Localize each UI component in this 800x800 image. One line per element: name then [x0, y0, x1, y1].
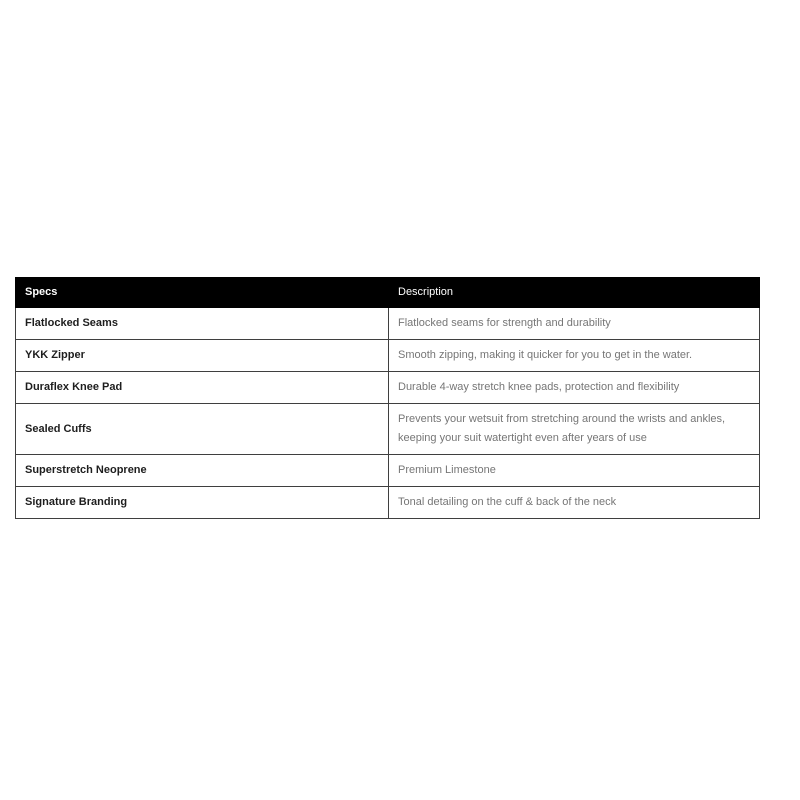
table-row — [16, 404, 760, 455]
description-cell: Flatlocked seams for strength and durability — [389, 308, 760, 340]
description-cell: Prevents your wetsuit from stretching around the wrists and ankles, keeping your suit watertight even after years of use — [389, 404, 760, 455]
description-cell: Tonal detailing on the cuff & back of the neck — [389, 487, 760, 519]
specs-column-header: Specs — [16, 278, 389, 308]
description-column-header: Description — [389, 278, 760, 308]
spec-cell: Flatlocked Seams — [16, 308, 389, 340]
spec-cell: Superstretch Neoprene — [16, 455, 389, 487]
table-row — [16, 372, 760, 404]
table-row — [16, 455, 760, 487]
table-row — [16, 340, 760, 372]
spec-cell: YKK Zipper — [16, 340, 389, 372]
spec-cell: Sealed Cuffs — [16, 404, 389, 455]
spec-cell: Duraflex Knee Pad — [16, 372, 389, 404]
specs-table — [15, 277, 760, 519]
table-row — [16, 487, 760, 519]
description-cell: Smooth zipping, making it quicker for you to get in the water. — [389, 340, 760, 372]
table-header-row — [16, 278, 760, 308]
description-cell: Premium Limestone — [389, 455, 760, 487]
description-cell: Durable 4-way stretch knee pads, protection and flexibility — [389, 372, 760, 404]
table-row — [16, 308, 760, 340]
spec-cell: Signature Branding — [16, 487, 389, 519]
